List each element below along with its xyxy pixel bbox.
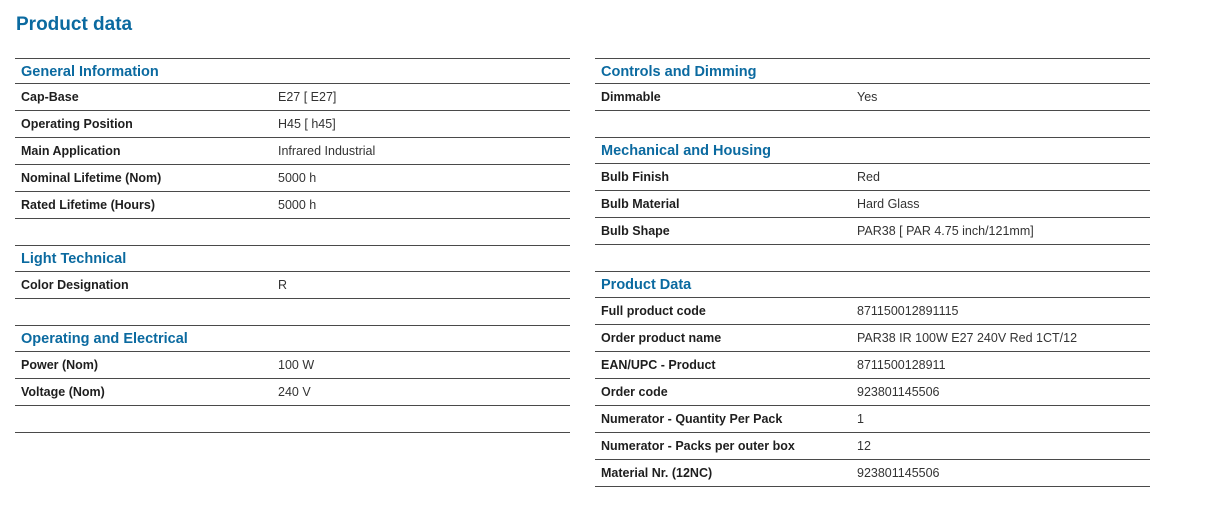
row-label: Material Nr. (12NC) — [601, 466, 713, 480]
table-row — [595, 406, 1150, 433]
spacer-row — [15, 406, 570, 433]
row-label: Color Designation — [21, 278, 129, 292]
row-label: Full product code — [601, 304, 706, 318]
row-label: Cap-Base — [21, 90, 79, 104]
row-label: Main Application — [21, 144, 121, 158]
row-value: 8711500128911 — [857, 358, 946, 372]
table-row — [15, 379, 570, 406]
table-row — [15, 111, 570, 138]
section-heading: General Information — [15, 58, 570, 84]
row-value: 5000 h — [278, 198, 317, 212]
table-row — [15, 352, 570, 379]
section-heading: Light Technical — [15, 246, 570, 272]
row-value: E27 [ E27] — [278, 90, 337, 104]
table-row — [595, 298, 1150, 325]
table-row — [595, 218, 1150, 245]
row-value: H45 [ h45] — [278, 117, 336, 131]
row-value: 100 W — [278, 358, 315, 372]
row-label: Dimmable — [601, 90, 661, 104]
row-value: 12 — [857, 439, 871, 453]
table-row — [595, 325, 1150, 352]
row-value: R — [278, 278, 288, 292]
page-title: Product data — [16, 14, 133, 35]
row-label: Voltage (Nom) — [21, 385, 105, 399]
table-row — [595, 433, 1150, 460]
table-row — [595, 460, 1150, 487]
row-label: Rated Lifetime (Hours) — [21, 198, 156, 212]
row-label: Power (Nom) — [21, 358, 99, 372]
row-value: 5000 h — [278, 171, 317, 185]
table-row — [595, 379, 1150, 406]
table-row — [15, 192, 570, 219]
row-label: Order code — [601, 385, 668, 399]
table-row — [15, 138, 570, 165]
table-row — [15, 84, 570, 111]
row-label: EAN/UPC - Product — [601, 358, 716, 372]
section-heading: Mechanical and Housing — [595, 138, 1150, 164]
spacer-row — [15, 299, 570, 326]
table-row — [595, 164, 1150, 191]
spacer-row — [15, 219, 570, 246]
left-column — [15, 58, 570, 433]
row-value: 871150012891115 — [857, 304, 959, 318]
table-row — [595, 352, 1150, 379]
row-value: 923801145506 — [857, 385, 940, 399]
row-label: Bulb Finish — [601, 170, 670, 184]
row-value: Infrared Industrial — [278, 144, 376, 158]
spacer-row — [595, 245, 1150, 272]
table-row — [15, 272, 570, 299]
row-label: Numerator - Packs per outer box — [601, 439, 795, 453]
row-value: Red — [857, 170, 880, 184]
row-label: Operating Position — [21, 117, 133, 131]
row-label: Bulb Material — [601, 197, 680, 211]
section-heading: Product Data — [595, 272, 1150, 298]
row-label: Order product name — [601, 331, 722, 345]
row-value: Yes — [857, 90, 878, 104]
spacer-row — [595, 111, 1150, 138]
row-value: Hard Glass — [857, 197, 920, 211]
table-row — [595, 191, 1150, 218]
section-heading: Controls and Dimming — [595, 58, 1150, 84]
row-label: Bulb Shape — [601, 224, 670, 238]
row-value: 923801145506 — [857, 466, 940, 480]
row-value: 1 — [857, 412, 864, 426]
row-label: Nominal Lifetime (Nom) — [21, 171, 162, 185]
row-value: PAR38 IR 100W E27 240V Red 1CT/12 — [857, 331, 1078, 345]
row-value: PAR38 [ PAR 4.75 inch/121mm] — [857, 224, 1034, 238]
section-heading: Operating and Electrical — [15, 326, 570, 352]
right-column — [595, 58, 1150, 487]
table-row — [595, 84, 1150, 111]
row-value: 240 V — [278, 385, 311, 399]
table-row — [15, 165, 570, 192]
row-label: Numerator - Quantity Per Pack — [601, 412, 783, 426]
